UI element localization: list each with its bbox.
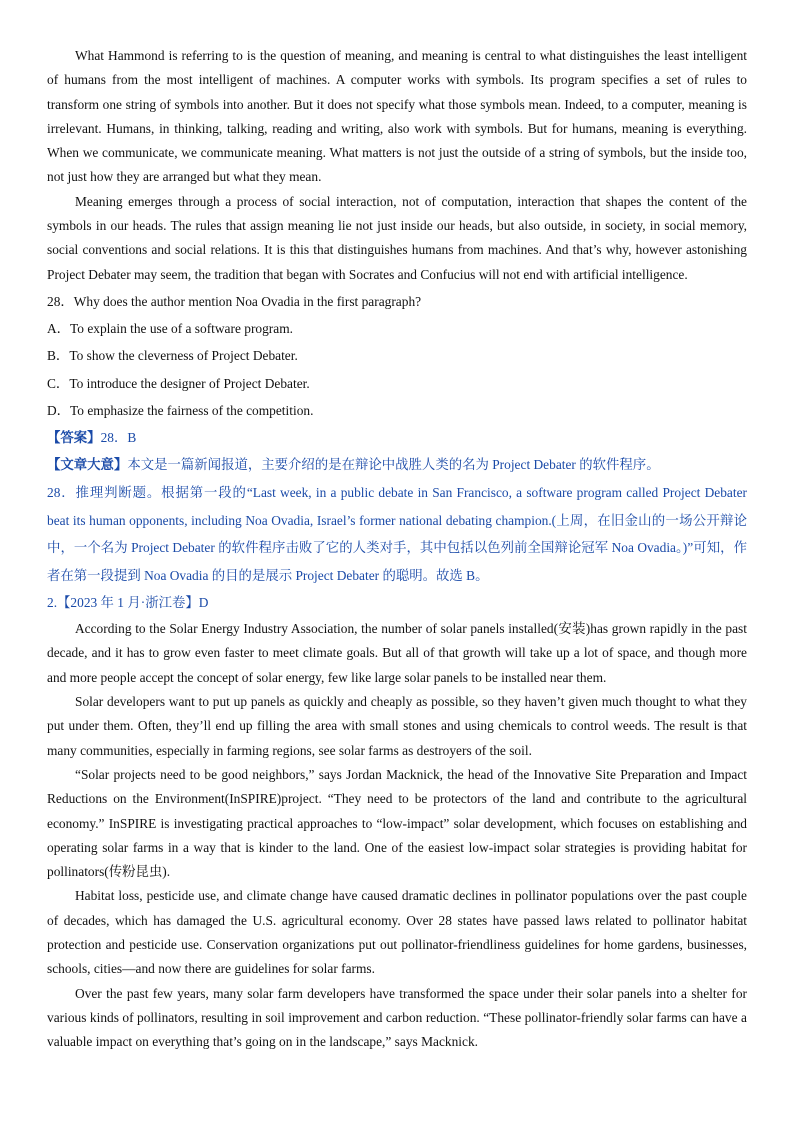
option-a: A．To explain the use of a software program. (47, 320, 293, 336)
option-c: C．To introduce the designer of Project Debater. (47, 375, 310, 391)
passage-paragraph: According to the Solar Energy Industry Association, the number of solar panels installed(安装)has grown rapidly in the past decade, and it has to grow even faster to meet climate goals. But all of that growth will take up a lot of space, and though more and more people accept the concept of solar energy, few like large solar panels to be installed near them. (47, 621, 747, 685)
passage-paragraph: Habitat loss, pesticide use, and climate change have caused dramatic declines in pollinator populations over the past couple of decades, which has damaged the U.S. agricultural economy. Over 28 states have passed laws related to pollinator habitat protection and pesticide use. Conservation organizations put out pollinator-friendliness guidelines for home gardens, businesses, schools, cities—and now there are guidelines for solar farms. (47, 888, 747, 977)
answer-tag: 【答案】 (47, 430, 101, 446)
section-heading: 2.【2023 年 1 月·浙江卷】D (47, 595, 209, 611)
summary-text: 本文是一篇新闻报道，主要介绍的是在辩论中战胜人类的名为 Project Debater 的软件程序。 (127, 457, 660, 473)
passage-paragraph: Over the past few years, many solar farm developers have transformed the space under their solar panels into a shelter for various kinds of pollinators, resulting in soil improvement and carbon reduction. “These pollinator-friendly solar farms can have a valuable impact on everything that’s going on in the landscape,” says Macknick. (47, 985, 747, 1050)
passage-paragraph: What Hammond is referring to is the question of meaning, and meaning is central to what distinguishes the least intelligent of humans from the most intelligent of machines. A computer works with symbols. Its program specifies a set of rules to transform one string of symbols into another. But it does not specify what those symbols mean. Indeed, to a computer, meaning is irrelevant. Humans, in thinking, talking, reading and writing, also work with symbols. But for humans, meaning is everything. When we communicate, we communicate meaning. What matters is not just the outside of a string of symbols, but the inside too, not just how they are arranged but what they mean. (47, 48, 747, 185)
passage-paragraph: Solar developers want to put up panels as quickly and cheaply as possible, so they haven’t given much thought to what they put under them. Often, they’ll end up filling the area with small stones and using chemicals to control weeds. The result is that many communities, especially in farming regions, see solar farms as destroyers of the soil. (47, 694, 747, 758)
summary-line (47, 451, 747, 479)
question-stem: 28．Why does the author mention Noa Ovadia in the first paragraph? (47, 293, 422, 309)
passage-paragraph: “Solar projects need to be good neighbors,” says Jordan Macknick, the head of the Innovative Site Preparation and Impact Reductions on the Environment(InSPIRE)project. “They need to be protectors of the land and contribute to the agricultural economy.” InSPIRE is investigating practical approaches to “low-impact” solar development, which focuses on establishing and operating solar farms in a way that is kinder to the land. One of the easiest low-impact solar strategies is providing habitat for pollinators(传粉昆虫). (47, 766, 747, 880)
option-d: D．To emphasize the fairness of the competition. (47, 402, 314, 418)
option-b: B．To show the cleverness of Project Debater. (47, 348, 298, 364)
answer-line (47, 424, 747, 451)
analysis-text: 28．推理判断题。根据第一段的“Last week, in a public debate in San Francisco, a software program called Project Debater beat its human opponents, including Noa Ovadia, Israel’s former national debating champion.(上周，在旧金山的一场公开辩论中，一个名为 Project Debater 的软件程序击败了它的人类对手，其中包括以色列前全国辩论冠军 Noa Ovadia。)”可知，作者在第一段提到 Noa Ovadia 的目的是展示 Project Debater 的聪明。故选 B。 (47, 485, 747, 583)
document-page (47, 44, 747, 1055)
summary-tag: 【文章大意】 (47, 457, 128, 473)
passage-paragraph: Meaning emerges through a process of social interaction, not of computation, interaction that shapes the content of the symbols in our heads. The rules that assign meaning lie not just inside our heads, but also outside, in society, in social memory, social conventions and social relations. It is this that distinguishes humans from machines. And that’s why, however astonishing Project Debater may seem, the tradition that began with Socrates and Confucius will not end with artificial intelligence. (47, 193, 747, 282)
answer-value: 28．B (100, 430, 137, 446)
